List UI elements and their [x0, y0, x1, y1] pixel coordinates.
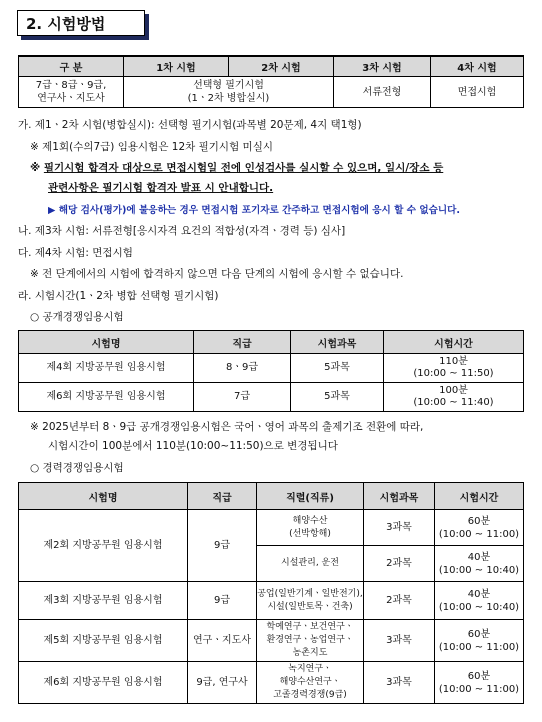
t3-time-duration: 60분 — [467, 628, 491, 640]
t3-grade: 9급 — [188, 582, 257, 620]
t3-name: 제3회 지방공무원 임용시험 — [19, 582, 188, 620]
t3-name: 제5회 지방공무원 임용시험 — [19, 620, 188, 662]
t3-track: 시설관리, 운전 — [257, 546, 364, 582]
t3-track-line3: 고졸경력경쟁(9급) — [273, 690, 347, 700]
t3-time — [435, 662, 524, 704]
t2-grade: 8ㆍ9급 — [194, 354, 291, 383]
table-row — [19, 662, 524, 704]
t3-grade: 9급, 연구사 — [188, 662, 257, 704]
t3-header-grade: 직급 — [188, 483, 257, 510]
t3-subjects: 3과목 — [364, 510, 435, 546]
t3-subjects: 2과목 — [364, 582, 435, 620]
t2-time-duration: 110분 — [439, 356, 468, 367]
t2-name: 제6회 지방공무원 임용시험 — [19, 383, 194, 412]
row-label-line2: 연구사ㆍ지도사 — [37, 93, 105, 104]
table-row — [19, 383, 524, 412]
t3-track-line2: 환경연구ㆍ농업연구ㆍ — [266, 635, 354, 645]
t3-track-line3: 농촌지도 — [292, 648, 328, 658]
header-stage3: 3차 시험 — [334, 56, 431, 77]
t3-time — [435, 546, 524, 582]
note-1: ※ 제1회(수의7급) 임용시험은 12차 필기시험 미실시 — [30, 141, 273, 153]
header-category: 구 분 — [19, 56, 124, 77]
header-stage4: 4차 시험 — [431, 56, 524, 77]
table-row — [19, 510, 524, 546]
note-personality-line1: 필기시험 합격자 대상으로 면접시험일 전에 인성검사를 실시할 수 있으며, 일시/장소 등 — [43, 162, 444, 174]
merged-line1: 선택형 필기시험 — [193, 80, 264, 91]
t3-time — [435, 510, 524, 546]
t2-name: 제4회 지방공무원 임용시험 — [19, 354, 194, 383]
t3-time-range: (10:00 ~ 11:00) — [438, 528, 520, 540]
t3-track-line1: 녹지연구ㆍ — [288, 664, 332, 674]
t2-time-range: (10:00 ~ 11:50) — [413, 368, 494, 379]
t3-track — [257, 582, 364, 620]
stage4-cell: 면접시험 — [431, 77, 524, 108]
t3-header-name: 시험명 — [19, 483, 188, 510]
t3-subjects: 3과목 — [364, 620, 435, 662]
table-row — [19, 354, 524, 383]
t3-header-time: 시험시간 — [435, 483, 524, 510]
t2-header-subjects: 시험과목 — [291, 331, 384, 354]
t3-header-subjects: 시험과목 — [364, 483, 435, 510]
t3-track-line2: 시설(일반토목ㆍ건축) — [267, 601, 353, 612]
t3-grade: 연구ㆍ지도사 — [188, 620, 257, 662]
t3-subjects: 2과목 — [364, 546, 435, 582]
stage3-cell: 서류전형 — [334, 77, 431, 108]
t3-time-duration: 60분 — [467, 515, 491, 527]
t2-subjects: 5과목 — [291, 354, 384, 383]
merged-line2: (1ㆍ2차 병합실시) — [187, 93, 270, 104]
t3-track-line1: 해양수산 — [292, 515, 328, 526]
t3-name: 제2회 지방공무원 임용시험 — [19, 510, 188, 582]
t2-header-name: 시험명 — [19, 331, 194, 354]
t2-time-duration: 100분 — [439, 385, 468, 396]
subheading-career: ○ 경력경쟁임용시험 — [30, 462, 124, 474]
t3-grade: 9급 — [188, 510, 257, 582]
t3-track-line2: 해양수산연구ㆍ — [279, 677, 341, 687]
t3-name: 제6회 지방공무원 임용시험 — [19, 662, 188, 704]
t3-time-range: (10:00 ~ 11:00) — [438, 641, 520, 653]
t3-track — [257, 620, 364, 662]
t3-track — [257, 662, 364, 704]
note-mark: ※ — [30, 162, 44, 174]
t2-time — [384, 354, 524, 383]
t2-header-time: 시험시간 — [384, 331, 524, 354]
table-row — [19, 582, 524, 620]
row-label-line1: 7급ㆍ8급ㆍ9급, — [35, 80, 107, 91]
open-exam-table — [18, 330, 524, 412]
t2-subjects: 5과목 — [291, 383, 384, 412]
subheading-open: ○ 공개경쟁임용시험 — [30, 311, 124, 323]
line-ga: 가. 제1ㆍ2차 시험(병합실시): 선택형 필기시험(과목별 20문제, 4지 택1형) — [18, 119, 362, 131]
t3-header-track: 직렬(직류) — [257, 483, 364, 510]
note-2025-line2: 시험시간이 100분에서 110분(10:00~11:50)으로 변경됩니다 — [48, 440, 338, 452]
merged-stage-cell — [124, 77, 334, 108]
note-personality-test — [30, 160, 443, 175]
t3-subjects: 3과목 — [364, 662, 435, 704]
note-personality-line2: 관련사항은 필기시험 합격자 발표 시 안내합니다. — [48, 182, 274, 194]
line-da: 다. 제4차 시험: 면접시험 — [18, 247, 133, 259]
line-na: 나. 제3차 시험: 서류전형[응시자격 요건의 적합성(자격ㆍ경력 등) 심사] — [18, 225, 346, 237]
t2-time — [384, 383, 524, 412]
t3-time-duration: 40분 — [467, 588, 491, 600]
t2-header-grade: 직급 — [194, 331, 291, 354]
note-refusal: ▶ 해당 검사(평가)에 불응하는 경우 면접시험 포기자로 간주하고 면접시험에 응시 할 수 없습니다. — [48, 205, 461, 216]
career-exam-table — [18, 482, 524, 704]
t3-time-range: (10:00 ~ 11:00) — [438, 683, 520, 695]
exam-stage-table — [18, 55, 524, 108]
t3-time — [435, 582, 524, 620]
t3-time-duration: 60분 — [467, 670, 491, 682]
t3-track — [257, 510, 364, 546]
t3-track-line1: 공업(일반기계ㆍ일반전기), — [257, 588, 363, 599]
t3-track-line1: 학예연구ㆍ보건연구ㆍ — [266, 622, 354, 632]
row-label — [19, 77, 124, 108]
note-2: ※ 전 단계에서의 시험에 합격하지 않으면 다음 단계의 시험에 응시할 수 없습니다. — [30, 268, 404, 280]
t2-time-range: (10:00 ~ 11:40) — [413, 397, 494, 408]
t3-time-range: (10:00 ~ 10:40) — [438, 601, 520, 613]
line-ra: 라. 시험시간(1ㆍ2차 병합 선택형 필기시험) — [18, 290, 219, 302]
t3-track-line2: (선박항해) — [289, 528, 331, 539]
section-title: 2. 시험방법 — [17, 10, 145, 36]
t3-time-range: (10:00 ~ 10:40) — [438, 564, 520, 576]
t2-grade: 7급 — [194, 383, 291, 412]
t3-time — [435, 620, 524, 662]
note-2025-line1: ※ 2025년부터 8ㆍ9급 공개경쟁임용시험은 국어ㆍ영어 과목의 출제기조 전환에 따라, — [30, 421, 424, 433]
t3-time-duration: 40분 — [467, 551, 491, 563]
header-stage2: 2차 시험 — [229, 56, 334, 77]
table-row — [19, 620, 524, 662]
header-stage1: 1차 시험 — [124, 56, 229, 77]
